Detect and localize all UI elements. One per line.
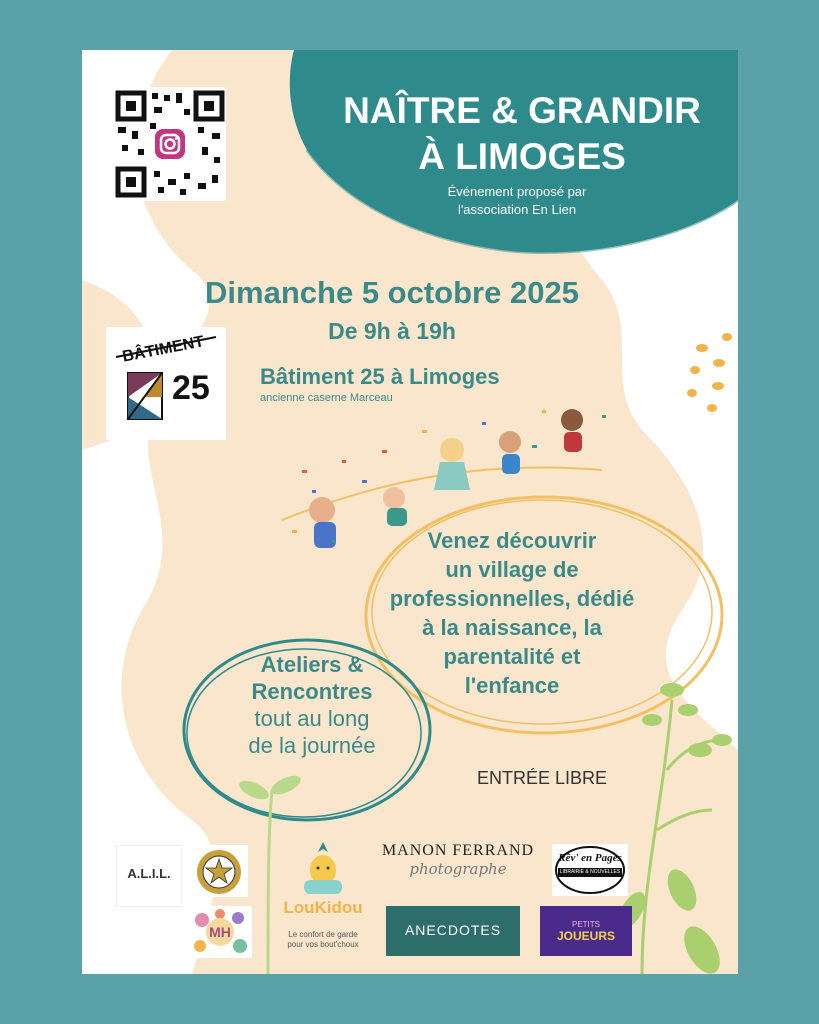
event-poster: [82, 50, 738, 974]
manon-ferrand-logo: [378, 842, 538, 892]
title-line-2: À LIMOGES: [418, 136, 626, 177]
subtitle-line-1: Événement proposé par: [447, 184, 587, 199]
event-hours: De 9h à 19h: [328, 318, 456, 344]
description-line: l'enfance: [464, 673, 560, 698]
loukidou-tagline-1: Le confort de garde: [288, 930, 358, 939]
manon-logo-name: MANON FERRAND: [381, 842, 535, 859]
petits-logo-line-1: PETITS: [571, 920, 600, 929]
poster-subtitle: [402, 183, 632, 219]
pineapple-mascot-icon: [296, 840, 350, 900]
reve-logo-name: Rêv' en Pages: [558, 852, 622, 864]
mh-logo: [188, 906, 252, 958]
batiment-logo-number: 25: [172, 369, 210, 407]
petits-joueurs-logo: [540, 906, 632, 956]
star-badge-icon: [190, 845, 248, 897]
ateliers-line-1: Ateliers &: [260, 652, 364, 677]
ateliers-line-4: de la journée: [248, 733, 376, 758]
gold-dots-decoration: [687, 333, 732, 412]
batiment-25-logo: [106, 327, 226, 440]
reve-en-pages-logo: [552, 844, 628, 896]
batiment-logo-word: BÂTIMENT: [121, 333, 206, 366]
loukidou-logo-name: LouKidou: [283, 898, 363, 917]
petits-logo-line-2: JOUEURS: [556, 929, 615, 943]
description-line: un village de: [445, 557, 579, 582]
title-line-1: NAÎTRE & GRANDIR: [343, 90, 701, 131]
qr-code-icon: [114, 87, 226, 201]
event-venue: Bâtiment 25 à Limoges: [260, 364, 500, 389]
alil-logo: [116, 845, 182, 907]
alil-logo-text: A.L.I.L.: [127, 866, 171, 881]
anecdotes-logo: [386, 906, 520, 956]
poster-title: [322, 88, 722, 180]
ateliers-line-3: tout au long: [254, 706, 370, 731]
manon-logo-subtitle: photographe: [409, 860, 507, 878]
description-line: parentalité et: [443, 644, 581, 669]
ateliers-text: [212, 651, 412, 759]
star-badge-logo: [190, 845, 248, 897]
description-line: à la naissance, la: [422, 615, 602, 640]
village-description: [382, 526, 642, 700]
description-line: professionnelles, dédié: [389, 586, 635, 611]
loukidou-tagline-2: pour vos bout'choux: [287, 940, 359, 949]
event-date: Dimanche 5 octobre 2025: [205, 275, 579, 310]
anecdotes-logo-text: ANECDOTES: [404, 922, 502, 938]
ateliers-line-2: Rencontres: [251, 679, 373, 704]
entree-libre-label: ENTRÉE LIBRE: [476, 768, 608, 788]
loukidou-logo: [278, 840, 368, 960]
event-venue-subtitle: ancienne caserne Marceau: [260, 392, 393, 404]
instagram-qr-code[interactable]: [114, 87, 226, 201]
subtitle-line-2: l'association En Lien: [457, 202, 577, 217]
description-line: Venez découvrir: [427, 528, 597, 553]
mh-logo-text: MH: [209, 924, 231, 940]
reve-logo-subtitle: LIBRAIRIE & NOUVELLES: [559, 869, 621, 875]
